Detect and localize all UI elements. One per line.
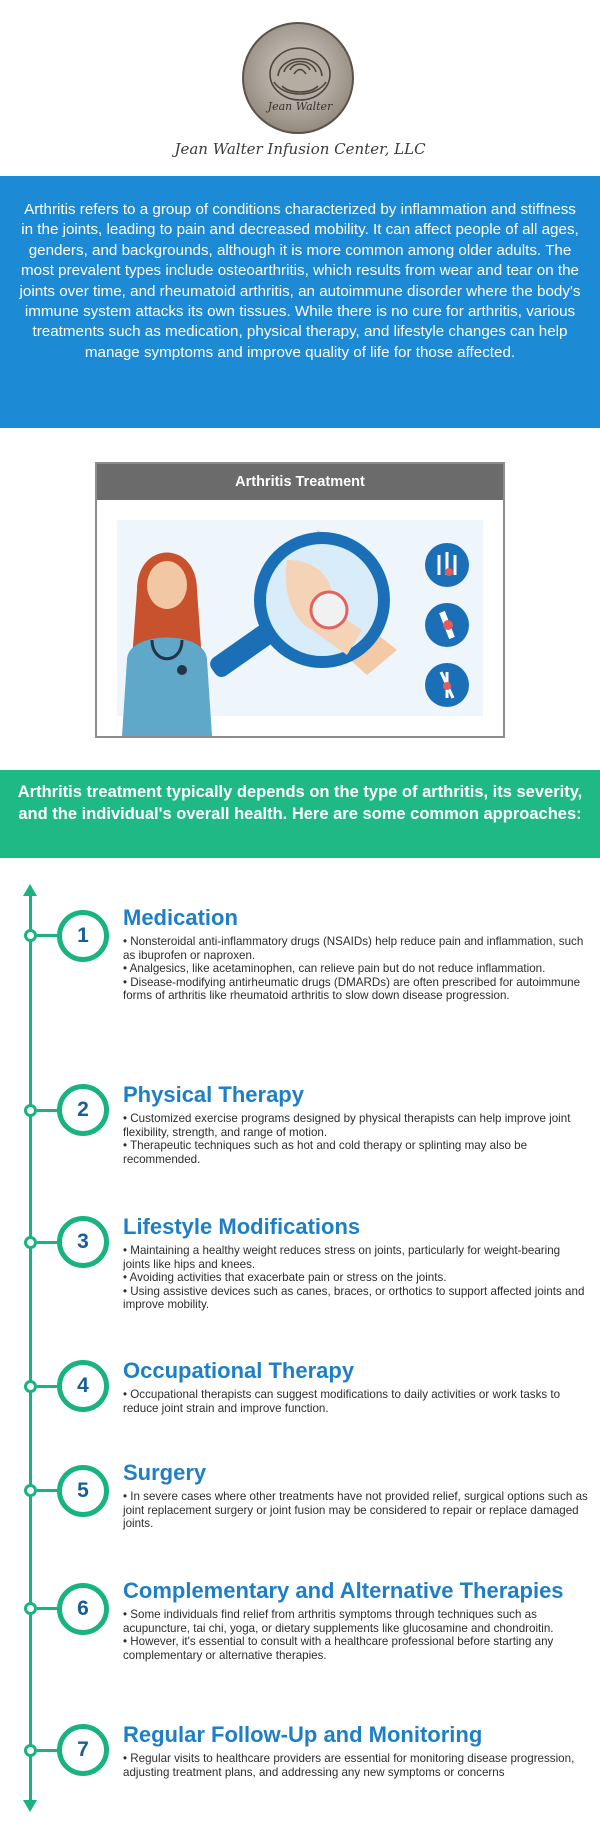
timeline-dot (24, 1744, 37, 1757)
timeline-line (29, 892, 32, 1804)
timeline-dot (24, 1484, 37, 1497)
step-number: 5 (57, 1465, 109, 1517)
step-title: Physical Therapy (123, 1082, 304, 1107)
step-bullets (123, 1112, 588, 1166)
bullet-item: • However, it's essential to consult with a healthcare professional before starting any complementary or alternative therapies. (123, 1635, 554, 1662)
step-title: Occupational Therapy (123, 1358, 355, 1383)
logo-monogram: Jean Walter (267, 100, 333, 113)
bullet-item: • In severe cases where other treatments have not provided relief, surgical options such as joint replacement surgery or joint fusion may be considered to repair or replace damaged joints. (123, 1490, 588, 1531)
step-number: 4 (57, 1360, 109, 1412)
bullet-item: • Analgesics, like acetaminophen, can relieve pain but do not reduce inflammation. (123, 962, 546, 976)
timeline-connector (37, 1489, 57, 1492)
step-title: Lifestyle Modifications (123, 1214, 361, 1239)
timeline-dot (24, 1104, 37, 1117)
timeline-dot (24, 1380, 37, 1393)
bullet-item: • Disease-modifying antirheumatic drugs (DMARDs) are often prescribed for autoimmune forms of arthritis like rheumatoid arthritis to slow down disease progression. (123, 975, 581, 1003)
banner-text: Arthritis treatment typically depends on the type of arthritis, its severity, and the individual's overall health. Here are some common approaches: (17, 783, 583, 823)
intro-section (0, 176, 600, 428)
arrow-down-icon (23, 1800, 37, 1812)
intro-text: Arthritis refers to a group of conditions characterized by inflammation and stiffness in the joints, leading to pain and decreased mobility. It can affect people of all ages, genders, and backgrounds, although it is more common among older adults. The most prevalent types include osteoarthritis, which results from wear and tear on the joints over time, and rheumatoid arthritis, an autoimmune disorder where the body's immune system attacks its own tissues. While there is no cure for arthritis, various treatments such as medication, physical therapy, and lifestyle changes can help manage symptoms and improve quality of life for those affected. (19, 201, 581, 361)
timeline-connector (37, 934, 57, 937)
rose-logo-icon (242, 22, 354, 134)
timeline-connector (37, 1241, 57, 1244)
step-number: 1 (57, 910, 109, 962)
step-bullets (123, 935, 588, 1003)
timeline-dot (24, 929, 37, 942)
bullet-item: • Customized exercise programs designed by physical therapists can help improve joint flexibility, strength, and range of motion. (123, 1112, 571, 1139)
arthritis-illustration (97, 500, 503, 736)
timeline-connector (37, 1607, 57, 1610)
timeline-connector (37, 1385, 57, 1388)
header (0, 0, 600, 176)
timeline-connector (37, 1749, 57, 1752)
step-number: 7 (57, 1724, 109, 1776)
step-number: 6 (57, 1583, 109, 1635)
bullet-item: • Regular visits to healthcare providers are essential for monitoring disease progression, adjusting treatment plans, and addressing any new symptoms or concerns (123, 1752, 575, 1779)
step-title: Surgery (123, 1460, 207, 1485)
bullet-item: • Avoiding activities that exacerbate pain or stress on the joints. (123, 1271, 447, 1285)
step-bullets (123, 1388, 588, 1415)
step-number: 3 (57, 1216, 109, 1268)
step-number: 2 (57, 1084, 109, 1136)
brand-name: Jean Walter Infusion Center, LLC (174, 140, 426, 158)
step-bullets (123, 1244, 588, 1312)
joint-icons (425, 543, 469, 707)
card-title: Arthritis Treatment (97, 464, 503, 500)
bullet-item: • Some individuals find relief from arthritis symptoms through techniques such as acupuncture, tai chi, yoga, or dietary supplements like glucosamine and chondroitin. (123, 1608, 554, 1635)
timeline-dot (24, 1602, 37, 1615)
step-title: Regular Follow-Up and Monitoring (123, 1722, 483, 1747)
step-bullets (123, 1490, 588, 1531)
bullet-item: • Therapeutic techniques such as hot and cold therapy or splinting may also be recommended. (123, 1139, 528, 1166)
bullet-item: • Using assistive devices such as canes, braces, or orthotics to support affected joints and improve mobility. (123, 1284, 585, 1312)
step-bullets (123, 1608, 588, 1662)
illustration-card (95, 462, 505, 738)
arrow-up-icon (23, 884, 37, 896)
bullet-item: • Occupational therapists can suggest modifications to daily activities or work tasks to reduce joint strain and improve function. (123, 1388, 561, 1415)
step-title: Medication (123, 905, 238, 930)
approaches-banner (0, 770, 600, 858)
step-title: Complementary and Alternative Therapies (123, 1578, 564, 1603)
bullet-item: • Nonsteroidal anti-inflammatory drugs (NSAIDs) help reduce pain and inflammation, such as ibuprofen or naproxen. (123, 935, 584, 962)
timeline-dot (24, 1236, 37, 1249)
bullet-item: • Maintaining a healthy weight reduces stress on joints, particularly for weight-bearing joints like hips and knees. (123, 1244, 561, 1271)
timeline-connector (37, 1109, 57, 1112)
step-bullets (123, 1752, 588, 1779)
